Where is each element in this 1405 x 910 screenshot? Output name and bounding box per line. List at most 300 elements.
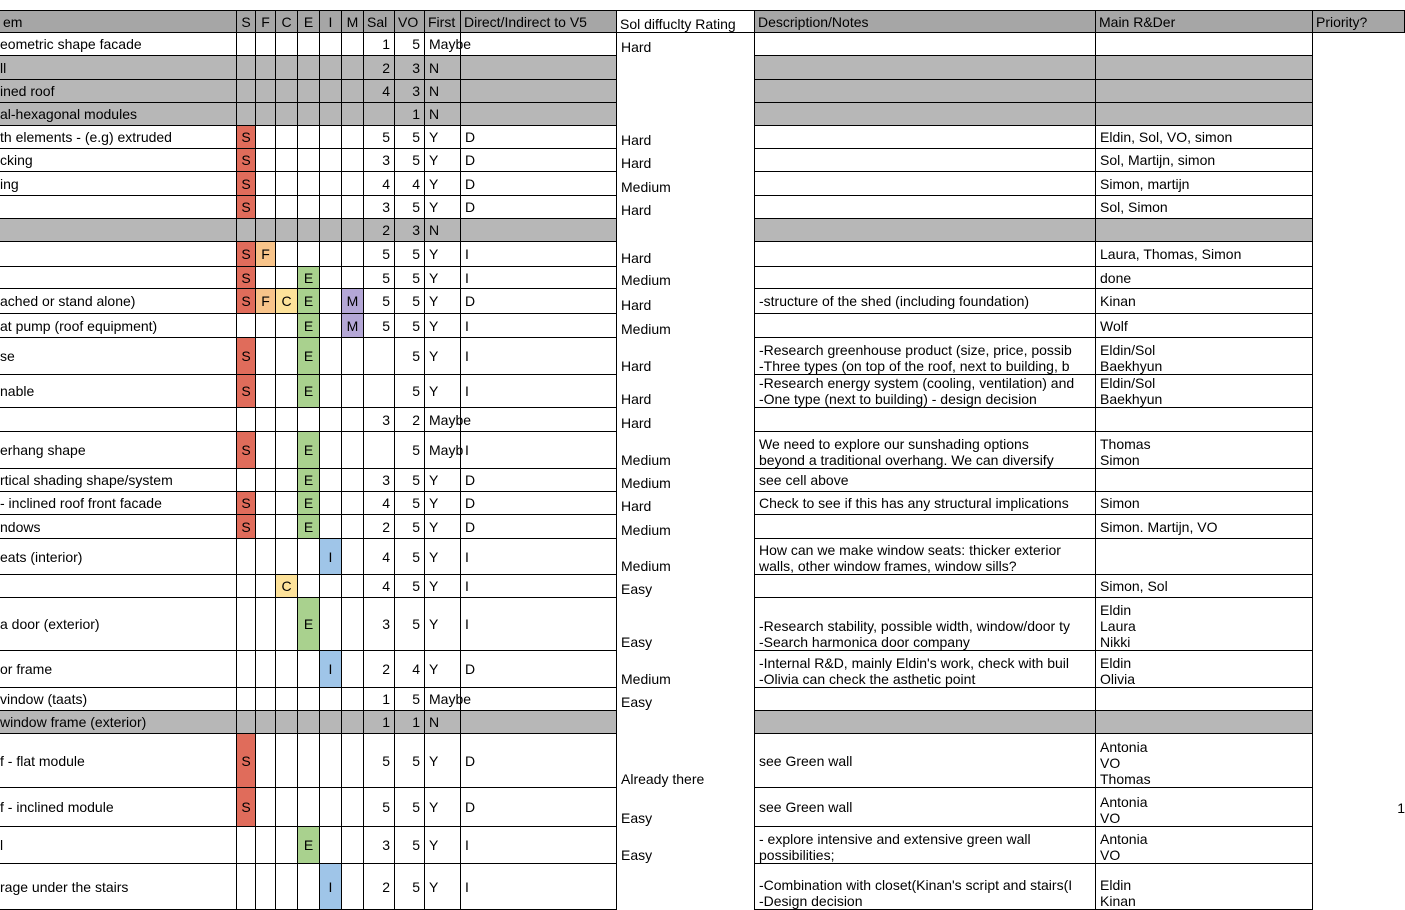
header-f[interactable] bbox=[256, 10, 276, 33]
row-17-dr[interactable] bbox=[617, 432, 755, 469]
row-6-e[interactable] bbox=[298, 149, 320, 172]
row-15-c[interactable] bbox=[276, 375, 298, 408]
row-12-vo[interactable] bbox=[395, 289, 425, 314]
row-12-notes[interactable] bbox=[755, 289, 1096, 314]
row-3-item[interactable] bbox=[0, 80, 237, 103]
row-7-m[interactable] bbox=[342, 172, 364, 196]
row-13-item[interactable] bbox=[0, 314, 237, 338]
row-21-f[interactable] bbox=[256, 539, 276, 575]
row-29-pri[interactable] bbox=[1313, 827, 1405, 864]
row-25-c[interactable] bbox=[276, 688, 298, 711]
row-1-first[interactable] bbox=[425, 33, 472, 56]
row-24-item[interactable] bbox=[0, 651, 237, 688]
row-10-e[interactable] bbox=[298, 242, 320, 267]
row-28-sal[interactable] bbox=[364, 788, 395, 827]
row-3-rnd[interactable] bbox=[1096, 80, 1313, 103]
row-5-vo[interactable] bbox=[395, 126, 425, 149]
row-17-s[interactable] bbox=[237, 432, 256, 469]
row-14-sal[interactable] bbox=[364, 338, 395, 375]
row-28-first[interactable] bbox=[425, 788, 461, 827]
row-4-m[interactable] bbox=[342, 103, 364, 126]
row-27-first[interactable] bbox=[425, 734, 461, 788]
row-14-notes[interactable] bbox=[755, 338, 1096, 375]
row-28-dr[interactable] bbox=[617, 788, 755, 827]
row-29-di[interactable] bbox=[461, 827, 617, 864]
row-30-s[interactable] bbox=[237, 864, 256, 910]
row-22-vo[interactable] bbox=[395, 575, 425, 598]
row-18-notes[interactable] bbox=[755, 469, 1096, 492]
row-21-di[interactable] bbox=[461, 539, 617, 575]
row-18-m[interactable] bbox=[342, 469, 364, 492]
row-15-f[interactable] bbox=[256, 375, 276, 408]
row-13-vo[interactable] bbox=[395, 314, 425, 338]
row-19-first[interactable] bbox=[425, 492, 461, 515]
row-3-dr[interactable] bbox=[617, 80, 755, 103]
row-29-e[interactable] bbox=[298, 827, 320, 864]
row-9-pri[interactable] bbox=[1313, 219, 1405, 242]
row-6-i[interactable] bbox=[320, 149, 342, 172]
row-30-i[interactable] bbox=[320, 864, 342, 910]
row-8-pri[interactable] bbox=[1313, 196, 1405, 219]
row-28-pri[interactable] bbox=[1313, 788, 1405, 827]
row-17-sal[interactable] bbox=[364, 432, 395, 469]
row-9-m[interactable] bbox=[342, 219, 364, 242]
row-14-pri[interactable] bbox=[1313, 338, 1405, 375]
row-10-c[interactable] bbox=[276, 242, 298, 267]
row-13-sal[interactable] bbox=[364, 314, 395, 338]
header-notes[interactable] bbox=[755, 10, 1096, 33]
row-19-item[interactable] bbox=[0, 492, 237, 515]
row-10-i[interactable] bbox=[320, 242, 342, 267]
row-13-s[interactable] bbox=[237, 314, 256, 338]
row-18-vo[interactable] bbox=[395, 469, 425, 492]
row-15-e[interactable] bbox=[298, 375, 320, 408]
row-28-vo[interactable] bbox=[395, 788, 425, 827]
row-3-pri[interactable] bbox=[1313, 80, 1405, 103]
row-1-dr[interactable] bbox=[617, 33, 755, 56]
row-5-f[interactable] bbox=[256, 126, 276, 149]
row-16-sal[interactable] bbox=[364, 408, 395, 432]
row-11-item[interactable] bbox=[0, 267, 237, 289]
row-3-vo[interactable] bbox=[395, 80, 425, 103]
row-2-c[interactable] bbox=[276, 56, 298, 80]
row-23-c[interactable] bbox=[276, 598, 298, 651]
header-first[interactable] bbox=[425, 10, 461, 33]
row-4-i[interactable] bbox=[320, 103, 342, 126]
row-23-di[interactable] bbox=[461, 598, 617, 651]
header-s[interactable] bbox=[237, 10, 256, 33]
row-4-sal[interactable] bbox=[364, 103, 395, 126]
row-12-s[interactable] bbox=[237, 289, 256, 314]
row-13-rnd[interactable] bbox=[1096, 314, 1313, 338]
row-28-e[interactable] bbox=[298, 788, 320, 827]
row-26-e[interactable] bbox=[298, 711, 320, 734]
row-5-first[interactable] bbox=[425, 126, 461, 149]
row-26-di[interactable] bbox=[461, 711, 617, 734]
row-27-pri[interactable] bbox=[1313, 734, 1405, 788]
header-sal[interactable] bbox=[364, 10, 395, 33]
row-10-di[interactable] bbox=[461, 242, 617, 267]
row-27-notes[interactable] bbox=[755, 734, 1096, 788]
row-24-m[interactable] bbox=[342, 651, 364, 688]
row-30-m[interactable] bbox=[342, 864, 364, 910]
header-m[interactable] bbox=[342, 10, 364, 33]
row-7-s[interactable] bbox=[237, 172, 256, 196]
row-24-sal[interactable] bbox=[364, 651, 395, 688]
row-29-f[interactable] bbox=[256, 827, 276, 864]
row-20-m[interactable] bbox=[342, 515, 364, 539]
row-1-sal[interactable] bbox=[364, 33, 395, 56]
row-22-di[interactable] bbox=[461, 575, 617, 598]
row-19-sal[interactable] bbox=[364, 492, 395, 515]
row-28-m[interactable] bbox=[342, 788, 364, 827]
row-14-i[interactable] bbox=[320, 338, 342, 375]
row-25-dr[interactable] bbox=[617, 688, 755, 711]
row-11-first[interactable] bbox=[425, 267, 461, 289]
row-15-di[interactable] bbox=[461, 375, 617, 408]
row-10-notes[interactable] bbox=[755, 242, 1096, 267]
row-26-sal[interactable] bbox=[364, 711, 395, 734]
row-19-rnd[interactable] bbox=[1096, 492, 1313, 515]
row-21-rnd[interactable] bbox=[1096, 539, 1313, 575]
row-20-dr[interactable] bbox=[617, 515, 755, 539]
row-10-m[interactable] bbox=[342, 242, 364, 267]
row-9-item[interactable] bbox=[0, 219, 237, 242]
row-23-m[interactable] bbox=[342, 598, 364, 651]
row-6-di[interactable] bbox=[461, 149, 617, 172]
row-4-first[interactable] bbox=[425, 103, 461, 126]
row-30-di[interactable] bbox=[461, 864, 617, 910]
row-17-item[interactable] bbox=[0, 432, 237, 469]
row-16-c[interactable] bbox=[276, 408, 298, 432]
row-20-vo[interactable] bbox=[395, 515, 425, 539]
row-17-pri[interactable] bbox=[1313, 432, 1405, 469]
row-13-m[interactable] bbox=[342, 314, 364, 338]
row-5-m[interactable] bbox=[342, 126, 364, 149]
row-11-vo[interactable] bbox=[395, 267, 425, 289]
row-15-item[interactable] bbox=[0, 375, 237, 408]
row-29-item[interactable] bbox=[0, 827, 237, 864]
row-27-rnd[interactable] bbox=[1096, 734, 1313, 788]
row-28-notes[interactable] bbox=[755, 788, 1096, 827]
row-25-s[interactable] bbox=[237, 688, 256, 711]
row-6-dr[interactable] bbox=[617, 149, 755, 172]
row-2-first[interactable] bbox=[425, 56, 461, 80]
row-29-m[interactable] bbox=[342, 827, 364, 864]
row-17-rnd[interactable] bbox=[1096, 432, 1313, 469]
row-8-notes[interactable] bbox=[755, 196, 1096, 219]
row-20-f[interactable] bbox=[256, 515, 276, 539]
row-30-item[interactable] bbox=[0, 864, 237, 910]
row-19-e[interactable] bbox=[298, 492, 320, 515]
row-14-first[interactable] bbox=[425, 338, 461, 375]
row-27-f[interactable] bbox=[256, 734, 276, 788]
header-rnd[interactable] bbox=[1096, 10, 1313, 33]
row-23-first[interactable] bbox=[425, 598, 461, 651]
row-25-vo[interactable] bbox=[395, 688, 425, 711]
row-3-di[interactable] bbox=[461, 80, 617, 103]
row-19-dr[interactable] bbox=[617, 492, 755, 515]
row-7-e[interactable] bbox=[298, 172, 320, 196]
row-21-vo[interactable] bbox=[395, 539, 425, 575]
row-26-m[interactable] bbox=[342, 711, 364, 734]
row-1-m[interactable] bbox=[342, 33, 364, 56]
row-7-pri[interactable] bbox=[1313, 172, 1405, 196]
row-22-c[interactable] bbox=[276, 575, 298, 598]
row-8-item[interactable] bbox=[0, 196, 237, 219]
row-16-m[interactable] bbox=[342, 408, 364, 432]
row-17-f[interactable] bbox=[256, 432, 276, 469]
row-3-f[interactable] bbox=[256, 80, 276, 103]
row-22-f[interactable] bbox=[256, 575, 276, 598]
row-21-first[interactable] bbox=[425, 539, 461, 575]
row-5-s[interactable] bbox=[237, 126, 256, 149]
row-7-c[interactable] bbox=[276, 172, 298, 196]
row-12-first[interactable] bbox=[425, 289, 461, 314]
row-11-m[interactable] bbox=[342, 267, 364, 289]
row-12-f[interactable] bbox=[256, 289, 276, 314]
row-19-notes[interactable] bbox=[755, 492, 1096, 515]
row-23-s[interactable] bbox=[237, 598, 256, 651]
row-27-vo[interactable] bbox=[395, 734, 425, 788]
row-20-sal[interactable] bbox=[364, 515, 395, 539]
row-30-c[interactable] bbox=[276, 864, 298, 910]
row-11-i[interactable] bbox=[320, 267, 342, 289]
row-25-sal[interactable] bbox=[364, 688, 395, 711]
row-22-item[interactable] bbox=[0, 575, 237, 598]
row-18-dr[interactable] bbox=[617, 469, 755, 492]
row-28-di[interactable] bbox=[461, 788, 617, 827]
row-16-pri[interactable] bbox=[1313, 408, 1405, 432]
row-29-rnd[interactable] bbox=[1096, 827, 1313, 864]
row-27-s[interactable] bbox=[237, 734, 256, 788]
row-4-e[interactable] bbox=[298, 103, 320, 126]
row-24-vo[interactable] bbox=[395, 651, 425, 688]
row-19-di[interactable] bbox=[461, 492, 617, 515]
row-30-vo[interactable] bbox=[395, 864, 425, 910]
row-19-m[interactable] bbox=[342, 492, 364, 515]
row-7-vo[interactable] bbox=[395, 172, 425, 196]
row-5-e[interactable] bbox=[298, 126, 320, 149]
row-23-i[interactable] bbox=[320, 598, 342, 651]
row-23-sal[interactable] bbox=[364, 598, 395, 651]
row-6-notes[interactable] bbox=[755, 149, 1096, 172]
row-25-i[interactable] bbox=[320, 688, 342, 711]
row-19-c[interactable] bbox=[276, 492, 298, 515]
row-15-m[interactable] bbox=[342, 375, 364, 408]
row-12-dr[interactable] bbox=[617, 289, 755, 314]
row-22-dr[interactable] bbox=[617, 575, 755, 598]
row-12-m[interactable] bbox=[342, 289, 364, 314]
row-2-m[interactable] bbox=[342, 56, 364, 80]
row-17-di[interactable] bbox=[461, 432, 617, 469]
row-16-first[interactable] bbox=[425, 408, 472, 432]
row-8-first[interactable] bbox=[425, 196, 461, 219]
row-15-sal[interactable] bbox=[364, 375, 395, 408]
row-8-m[interactable] bbox=[342, 196, 364, 219]
row-2-pri[interactable] bbox=[1313, 56, 1405, 80]
row-5-notes[interactable] bbox=[755, 126, 1096, 149]
row-2-item[interactable] bbox=[0, 56, 237, 80]
row-17-notes[interactable] bbox=[755, 432, 1096, 469]
row-4-notes[interactable] bbox=[755, 103, 1096, 126]
row-28-i[interactable] bbox=[320, 788, 342, 827]
row-11-c[interactable] bbox=[276, 267, 298, 289]
row-15-pri[interactable] bbox=[1313, 375, 1405, 408]
row-11-pri[interactable] bbox=[1313, 267, 1405, 289]
row-29-c[interactable] bbox=[276, 827, 298, 864]
row-27-sal[interactable] bbox=[364, 734, 395, 788]
row-15-vo[interactable] bbox=[395, 375, 425, 408]
row-18-i[interactable] bbox=[320, 469, 342, 492]
row-1-rnd[interactable] bbox=[1096, 33, 1313, 56]
row-18-f[interactable] bbox=[256, 469, 276, 492]
row-4-f[interactable] bbox=[256, 103, 276, 126]
row-29-first[interactable] bbox=[425, 827, 461, 864]
row-26-item[interactable] bbox=[0, 711, 237, 734]
row-12-c[interactable] bbox=[276, 289, 298, 314]
row-10-pri[interactable] bbox=[1313, 242, 1405, 267]
row-22-pri[interactable] bbox=[1313, 575, 1405, 598]
row-28-rnd[interactable] bbox=[1096, 788, 1313, 827]
row-6-m[interactable] bbox=[342, 149, 364, 172]
row-1-c[interactable] bbox=[276, 33, 298, 56]
row-7-dr[interactable] bbox=[617, 172, 755, 196]
row-29-notes[interactable] bbox=[755, 827, 1096, 864]
row-26-f[interactable] bbox=[256, 711, 276, 734]
row-9-di[interactable] bbox=[461, 219, 617, 242]
row-20-s[interactable] bbox=[237, 515, 256, 539]
row-10-item[interactable] bbox=[0, 242, 237, 267]
row-20-c[interactable] bbox=[276, 515, 298, 539]
row-7-sal[interactable] bbox=[364, 172, 395, 196]
row-21-notes[interactable] bbox=[755, 539, 1096, 575]
row-27-i[interactable] bbox=[320, 734, 342, 788]
row-13-pri[interactable] bbox=[1313, 314, 1405, 338]
row-14-c[interactable] bbox=[276, 338, 298, 375]
row-12-e[interactable] bbox=[298, 289, 320, 314]
row-21-s[interactable] bbox=[237, 539, 256, 575]
row-13-c[interactable] bbox=[276, 314, 298, 338]
row-7-i[interactable] bbox=[320, 172, 342, 196]
row-3-notes[interactable] bbox=[755, 80, 1096, 103]
row-2-e[interactable] bbox=[298, 56, 320, 80]
row-9-i[interactable] bbox=[320, 219, 342, 242]
row-7-rnd[interactable] bbox=[1096, 172, 1313, 196]
row-6-s[interactable] bbox=[237, 149, 256, 172]
row-15-dr[interactable] bbox=[617, 375, 755, 408]
row-16-i[interactable] bbox=[320, 408, 342, 432]
row-1-f[interactable] bbox=[256, 33, 276, 56]
row-18-e[interactable] bbox=[298, 469, 320, 492]
row-19-vo[interactable] bbox=[395, 492, 425, 515]
row-21-c[interactable] bbox=[276, 539, 298, 575]
row-30-pri[interactable] bbox=[1313, 864, 1405, 910]
row-8-e[interactable] bbox=[298, 196, 320, 219]
header-item[interactable] bbox=[0, 10, 237, 33]
row-30-notes[interactable] bbox=[755, 864, 1096, 910]
row-14-item[interactable] bbox=[0, 338, 237, 375]
row-13-di[interactable] bbox=[461, 314, 617, 338]
row-7-first[interactable] bbox=[425, 172, 461, 196]
row-17-c[interactable] bbox=[276, 432, 298, 469]
row-18-c[interactable] bbox=[276, 469, 298, 492]
row-9-dr[interactable] bbox=[617, 219, 755, 242]
row-24-rnd[interactable] bbox=[1096, 651, 1313, 688]
row-4-dr[interactable] bbox=[617, 103, 755, 126]
row-23-notes[interactable] bbox=[755, 598, 1096, 651]
row-5-c[interactable] bbox=[276, 126, 298, 149]
row-25-notes[interactable] bbox=[755, 688, 1096, 711]
row-14-s[interactable] bbox=[237, 338, 256, 375]
row-16-f[interactable] bbox=[256, 408, 276, 432]
row-9-e[interactable] bbox=[298, 219, 320, 242]
row-13-dr[interactable] bbox=[617, 314, 755, 338]
row-13-notes[interactable] bbox=[755, 314, 1096, 338]
row-8-rnd[interactable] bbox=[1096, 196, 1313, 219]
row-24-f[interactable] bbox=[256, 651, 276, 688]
row-6-f[interactable] bbox=[256, 149, 276, 172]
row-11-di[interactable] bbox=[461, 267, 617, 289]
row-26-first[interactable] bbox=[425, 711, 461, 734]
row-17-first[interactable] bbox=[425, 432, 464, 469]
row-23-f[interactable] bbox=[256, 598, 276, 651]
row-16-rnd[interactable] bbox=[1096, 408, 1313, 432]
row-1-item[interactable] bbox=[0, 33, 237, 56]
row-23-pri[interactable] bbox=[1313, 598, 1405, 651]
row-2-notes[interactable] bbox=[755, 56, 1096, 80]
row-6-sal[interactable] bbox=[364, 149, 395, 172]
row-1-vo[interactable] bbox=[395, 33, 425, 56]
row-30-f[interactable] bbox=[256, 864, 276, 910]
row-18-s[interactable] bbox=[237, 469, 256, 492]
row-13-f[interactable] bbox=[256, 314, 276, 338]
row-25-first[interactable] bbox=[425, 688, 472, 711]
header-dr[interactable] bbox=[617, 10, 755, 33]
row-24-e[interactable] bbox=[298, 651, 320, 688]
row-25-e[interactable] bbox=[298, 688, 320, 711]
row-30-sal[interactable] bbox=[364, 864, 395, 910]
row-11-sal[interactable] bbox=[364, 267, 395, 289]
row-22-s[interactable] bbox=[237, 575, 256, 598]
row-5-di[interactable] bbox=[461, 126, 617, 149]
row-28-s[interactable] bbox=[237, 788, 256, 827]
row-29-dr[interactable] bbox=[617, 827, 755, 864]
row-20-di[interactable] bbox=[461, 515, 617, 539]
row-27-item[interactable] bbox=[0, 734, 237, 788]
row-23-vo[interactable] bbox=[395, 598, 425, 651]
row-4-s[interactable] bbox=[237, 103, 256, 126]
row-8-s[interactable] bbox=[237, 196, 256, 219]
row-22-i[interactable] bbox=[320, 575, 342, 598]
row-6-vo[interactable] bbox=[395, 149, 425, 172]
row-23-dr[interactable] bbox=[617, 598, 755, 651]
row-18-rnd[interactable] bbox=[1096, 469, 1313, 492]
row-27-dr[interactable] bbox=[617, 734, 755, 788]
row-11-s[interactable] bbox=[237, 267, 256, 289]
row-12-di[interactable] bbox=[461, 289, 617, 314]
row-4-rnd[interactable] bbox=[1096, 103, 1313, 126]
row-25-m[interactable] bbox=[342, 688, 364, 711]
row-1-notes[interactable] bbox=[755, 33, 1096, 56]
row-29-i[interactable] bbox=[320, 827, 342, 864]
row-23-item[interactable] bbox=[0, 598, 237, 651]
row-28-c[interactable] bbox=[276, 788, 298, 827]
row-26-dr[interactable] bbox=[617, 711, 755, 734]
header-e[interactable] bbox=[298, 10, 320, 33]
row-3-sal[interactable] bbox=[364, 80, 395, 103]
row-8-sal[interactable] bbox=[364, 196, 395, 219]
